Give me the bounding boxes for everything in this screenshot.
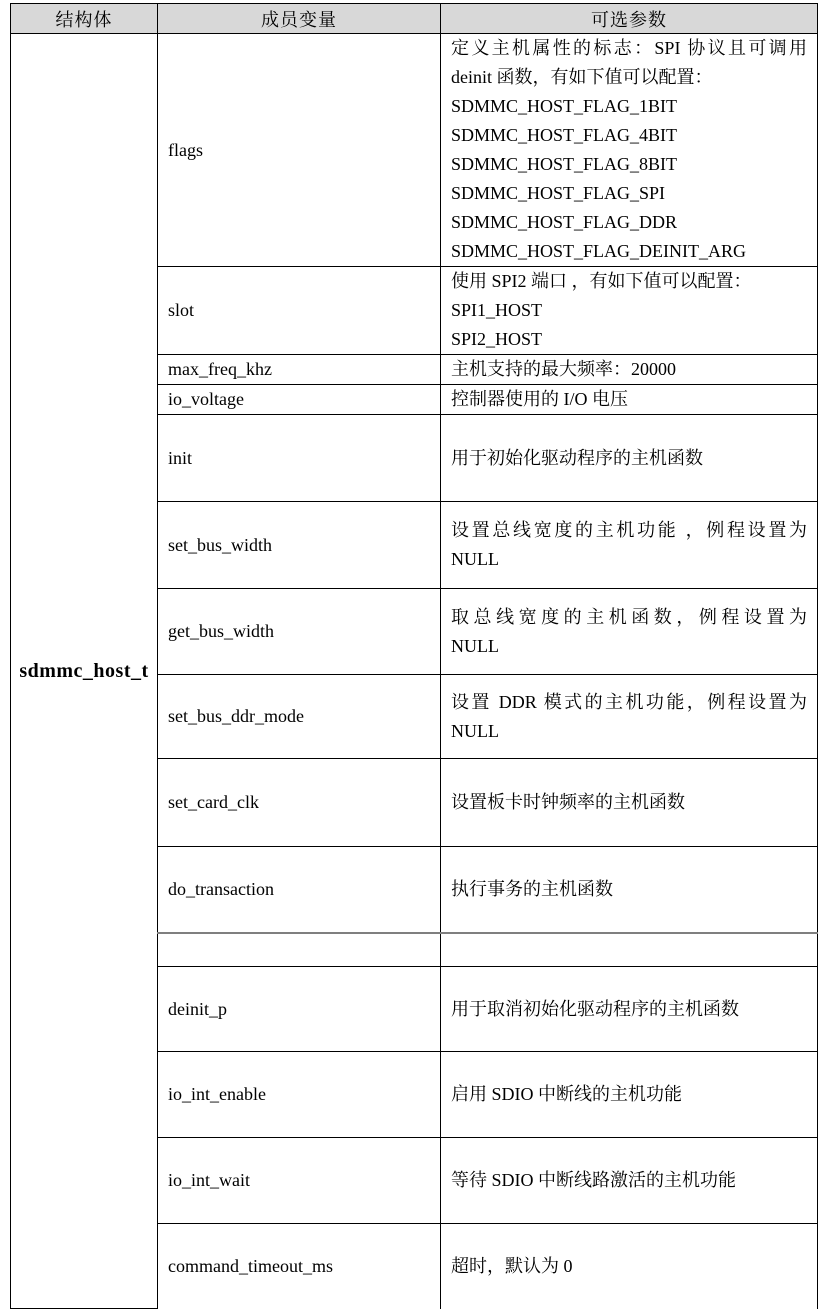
- member-cell-blank: [158, 933, 441, 967]
- member-cell-deinit_p: deinit_p: [158, 967, 441, 1052]
- param-line: SDMMC_HOST_FLAG_DEINIT_ARG: [451, 241, 747, 261]
- param-line: SDMMC_HOST_FLAG_SPI: [451, 183, 666, 203]
- table-body: [11, 34, 818, 1309]
- param-line: deinit 函数，有如下值可以配置：: [451, 67, 713, 87]
- params-cell-slot: [441, 267, 818, 355]
- param-line: SDMMC_HOST_FLAG_1BIT: [451, 96, 678, 116]
- member-cell-flags: flags: [158, 34, 441, 267]
- param-line: 用于取消初始化驱动程序的主机函数: [451, 998, 739, 1019]
- page: [0, 3, 825, 1310]
- params-cell-init: [441, 415, 818, 502]
- params-cell-io_int_enable: [441, 1052, 818, 1138]
- params-cell-flags: [441, 34, 818, 267]
- param-line: 等待 SDIO 中断线路激活的主机功能: [451, 1170, 737, 1190]
- param-line: 主机支持的最大频率：20000: [451, 359, 676, 379]
- params-cell-get_bus_width: [441, 589, 818, 675]
- params-cell-io_voltage: [441, 385, 818, 415]
- param-line: SDMMC_HOST_FLAG_4BIT: [451, 125, 678, 145]
- param-line: SDMMC_HOST_FLAG_8BIT: [451, 154, 678, 174]
- member-cell-slot: slot: [158, 267, 441, 355]
- member-cell-max_freq_khz: max_freq_khz: [158, 355, 441, 385]
- params-cell-max_freq_khz: [441, 355, 818, 385]
- param-line: NULL: [451, 635, 499, 656]
- param-line: 使用 SPI2 端口 ，有如下值可以配置：: [451, 271, 752, 291]
- params-cell-command_timeout_ms: [441, 1224, 818, 1309]
- param-line: 设置总线宽度的主机功能 ，例程设置为: [451, 520, 807, 540]
- param-line: 设置板卡时钟频率的主机函数: [451, 792, 685, 812]
- param-line: SDMMC_HOST_FLAG_DDR: [451, 212, 678, 232]
- param-line: 启用 SDIO 中断线的主机功能: [451, 1084, 683, 1104]
- struct-members-table: [10, 3, 818, 1309]
- member-cell-init: init: [158, 415, 441, 502]
- params-cell-blank: [441, 933, 818, 967]
- params-cell-deinit_p: [441, 967, 818, 1052]
- member-cell-set_bus_ddr_mode: set_bus_ddr_mode: [158, 675, 441, 759]
- param-line: 定义主机属性的标志：SPI 协议且可调用: [451, 38, 807, 58]
- member-cell-set_card_clk: set_card_clk: [158, 759, 441, 847]
- member-cell-get_bus_width: get_bus_width: [158, 589, 441, 675]
- param-line: 控制器使用的 I/O 电压: [451, 389, 628, 409]
- header-cell-member: 成员变量: [158, 4, 441, 34]
- member-cell-io_voltage: io_voltage: [158, 385, 441, 415]
- param-line: 用于初始化驱动程序的主机函数: [451, 447, 703, 468]
- params-cell-set_bus_width: [441, 502, 818, 589]
- param-line: SPI2_HOST: [451, 329, 543, 349]
- param-line: 执行事务的主机函数: [451, 878, 613, 899]
- param-line: NULL: [451, 720, 499, 741]
- struct-name-cell: sdmmc_host_t: [11, 34, 158, 1309]
- params-cell-set_bus_ddr_mode: [441, 675, 818, 759]
- member-cell-set_bus_width: set_bus_width: [158, 502, 441, 589]
- param-line: 取总线宽度的主机函数，例程设置为: [451, 606, 807, 627]
- member-cell-io_int_wait: io_int_wait: [158, 1138, 441, 1224]
- member-cell-io_int_enable: io_int_enable: [158, 1052, 441, 1138]
- header-row: [11, 4, 818, 34]
- param-line: NULL: [451, 549, 499, 569]
- param-line: 设置 DDR 模式的主机功能，例程设置为: [451, 691, 807, 712]
- member-cell-do_transaction: do_transaction: [158, 847, 441, 933]
- param-line: 超时，默认为 0: [451, 1255, 573, 1276]
- params-cell-io_int_wait: [441, 1138, 818, 1224]
- header-cell-params: 可选参数: [441, 4, 818, 34]
- params-cell-do_transaction: [441, 847, 818, 933]
- table-row: [11, 34, 818, 267]
- param-line: SPI1_HOST: [451, 300, 543, 320]
- member-cell-command_timeout_ms: command_timeout_ms: [158, 1224, 441, 1309]
- header-cell-struct: 结构体: [11, 4, 158, 34]
- params-cell-set_card_clk: [441, 759, 818, 847]
